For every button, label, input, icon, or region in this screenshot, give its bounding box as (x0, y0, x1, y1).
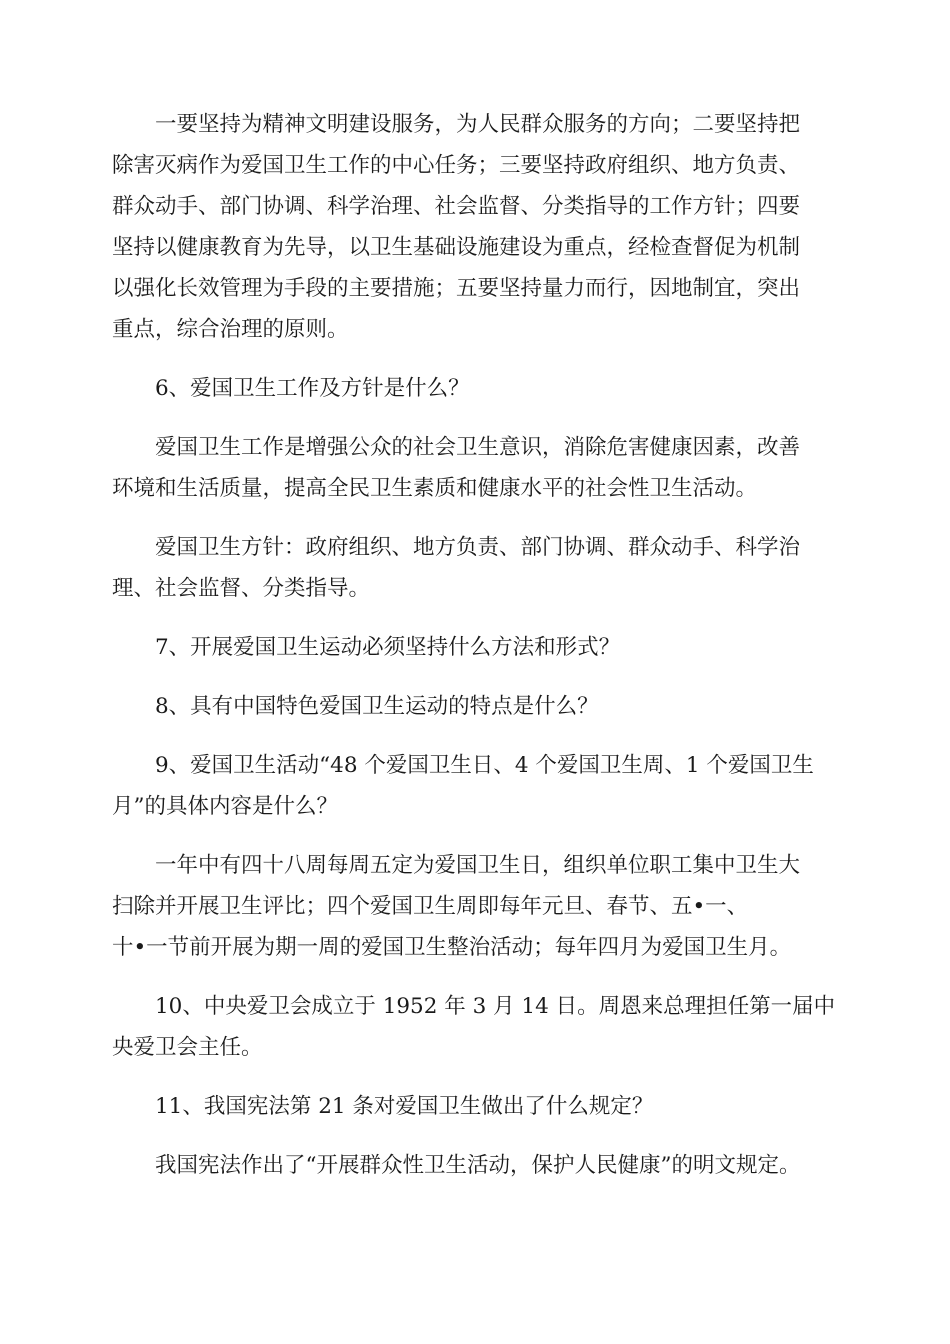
text-line: 8、具有中国特色爱国卫生运动的特点是什么？ (155, 694, 599, 719)
document-page (112, 104, 842, 1204)
answer-9 (112, 845, 842, 968)
text-line: 扫除并开展卫生评比；四个爱国卫生周即每年元旦、春节、五•一、 (112, 894, 749, 919)
paragraph-principles (112, 104, 842, 350)
question-9 (112, 745, 842, 827)
answer-6-work (112, 427, 842, 509)
text-line: 月”的具体内容是什么？ (112, 794, 338, 819)
text-line: 9、爱国卫生活动“48 个爱国卫生日、4 个爱国卫生周、1 个爱国卫生 (155, 753, 814, 778)
text-line: 我国宪法作出了“开展群众性卫生活动，保护人民健康”的明文规定。 (155, 1153, 801, 1178)
text-line: 除害灭病作为爱国卫生工作的中心任务；三要坚持政府组织、地方负责、 (112, 153, 801, 178)
question-8 (112, 686, 842, 727)
answer-6-policy (112, 527, 842, 609)
text-line: 爱国卫生方针：政府组织、地方负责、部门协调、群众动手、科学治 (155, 535, 801, 560)
text-line: 坚持以健康教育为先导，以卫生基础设施建设为重点，经检查督促为机制 (112, 235, 801, 260)
text-line: 一年中有四十八周每周五定为爱国卫生日，组织单位职工集中卫生大 (155, 853, 801, 878)
text-line: 6、爱国卫生工作及方针是什么？ (155, 376, 470, 401)
text-line: 11、我国宪法第 21 条对爱国卫生做出了什么规定？ (155, 1094, 654, 1119)
question-7 (112, 627, 842, 668)
text-line: 以强化长效管理为手段的主要措施；五要坚持量力而行，因地制宜，突出 (112, 276, 801, 301)
text-line: 爱国卫生工作是增强公众的社会卫生意识，消除危害健康因素，改善 (155, 435, 801, 460)
item-10 (112, 986, 842, 1068)
text-line: 理、社会监督、分类指导。 (112, 576, 371, 601)
text-line: 7、开展爱国卫生运动必须坚持什么方法和形式？ (155, 635, 621, 660)
text-line: 环境和生活质量，提高全民卫生素质和健康水平的社会性卫生活动。 (112, 476, 758, 501)
text-line: 央爱卫会主任。 (112, 1035, 263, 1060)
text-line: 10、中央爱卫会成立于 1952 年 3 月 14 日。周恩来总理担任第一届中 (155, 994, 836, 1019)
text-line: 重点，综合治理的原则。 (112, 317, 349, 342)
text-line: 十•一节前开展为期一周的爱国卫生整治活动；每年四月为爱国卫生月。 (112, 935, 792, 960)
answer-11 (112, 1145, 842, 1186)
question-6 (112, 368, 842, 409)
text-line: 群众动手、部门协调、科学治理、社会监督、分类指导的工作方针；四要 (112, 194, 801, 219)
question-11 (112, 1086, 842, 1127)
text-line: 一要坚持为精神文明建设服务，为人民群众服务的方向；二要坚持把 (155, 112, 801, 137)
